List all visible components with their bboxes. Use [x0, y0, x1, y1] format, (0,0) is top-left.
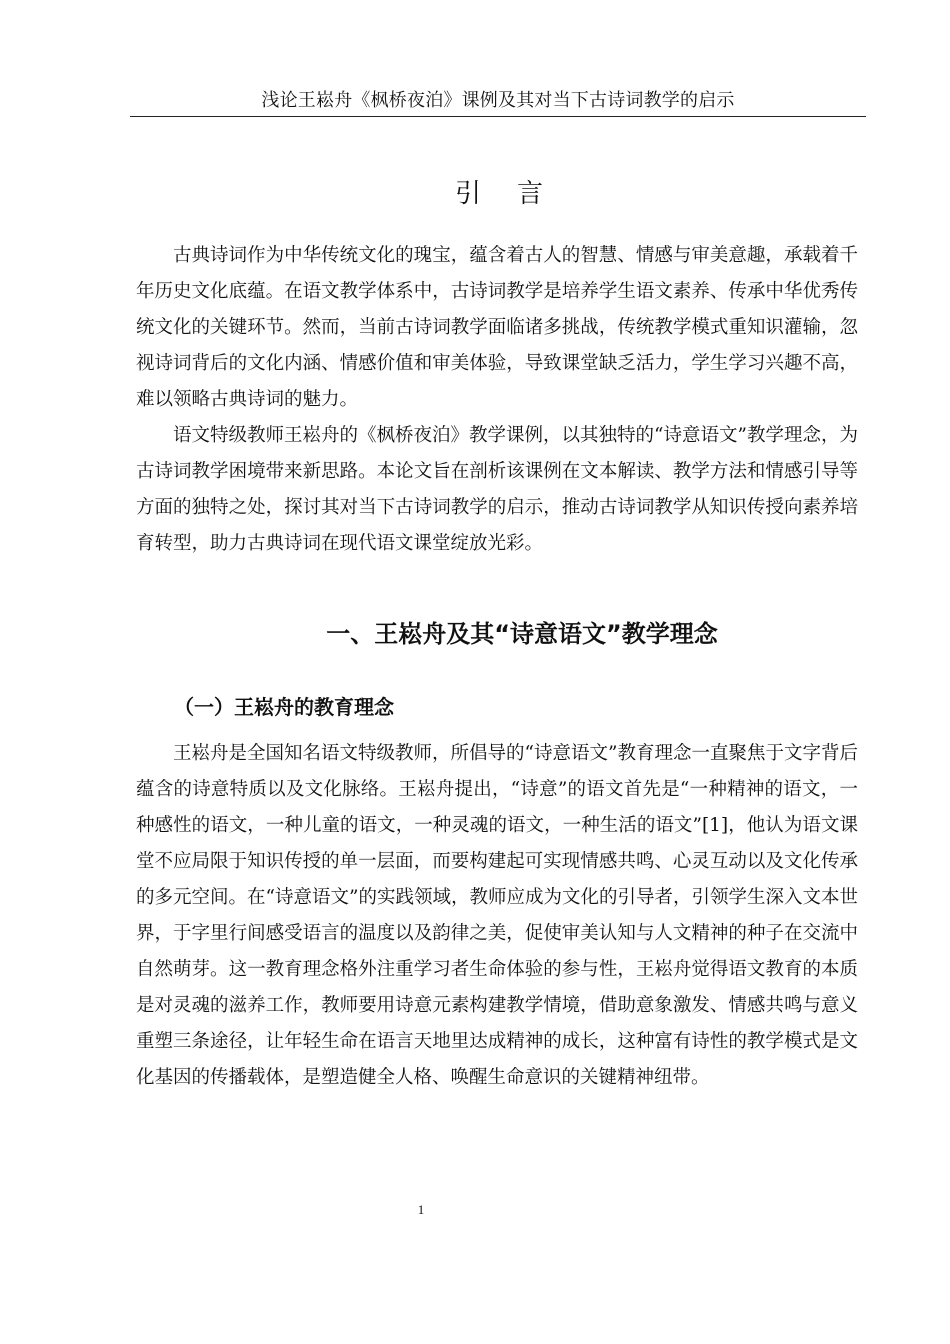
introduction-title: 引言: [454, 179, 579, 209]
subsection-one-paragraph: 王崧舟是全国知名语文特级教师，所倡导的“诗意语文”教育理念一直聚焦于文字背后蕴含的诗意特质以及文化脉络。王崧舟提出，“诗意”的语文首先是“一种精神的语文，一种感性的语文，一种儿童的语文，一种灵魂的语文，一种生活的语文”[1]，他认为语文课堂不应局限于知识传授的单一层面，而要构建起可实现情感共鸣、心灵互动以及文化传承的多元空间。在“诗意语文”的实践领域，教师应成为文化的引导者，引领学生深入文本世界，于字里行间感受语言的温度以及韵律之美，促使审美认知与人文精神的种子在交流中自然萌芽。这一教育理念格外注重学习者生命体验的参与性，王崧舟觉得语文教育的本质是对灵魂的滋养工作，教师要用诗意元素构建教学情境，借助意象激发、情感共鸣与意义重塑三条途径，让年轻生命在语言天地里达成精神的成长，这种富有诗性的教学模式是文化基因的传播载体，是塑造健全人格、唤醒生命意识的关键精神纽带。: [136, 743, 858, 1088]
page-number: 1: [417, 1202, 425, 1217]
subsection-one-heading: （一）王崧舟的教育理念: [174, 695, 394, 719]
introduction-paragraph-1: 古典诗词作为中华传统文化的瑰宝，蕴含着古人的智慧、情感与审美意趣，承载着千年历史文化底蕴。在语文教学体系中，古诗词教学是培养学生语文素养、传承中华优秀传统文化的关键环节。然而，当前古诗词教学面临诸多挑战，传统教学模式重知识灌输，忽视诗词背后的文化内涵、情感价值和审美体验，导致课堂缺乏活力，学生学习兴趣不高，难以领略古典诗词的魅力。: [136, 245, 858, 410]
running-header: 浅论王崧舟《枫桥夜泊》课例及其对当下古诗词教学的启示: [130, 86, 866, 117]
section-one-heading: 一、王崧舟及其“诗意语文”教学理念: [326, 620, 718, 648]
introduction-paragraph-2: 语文特级教师王崧舟的《枫桥夜泊》教学课例，以其独特的“诗意语文”教学理念，为古诗词教学困境带来新思路。本论文旨在剖析该课例在文本解读、教学方法和情感引导等方面的独特之处，探讨其对当下古诗词教学的启示，推动古诗词教学从知识传授向素养培育转型，助力古典诗词在现代语文课堂绽放光彩。: [136, 425, 858, 554]
